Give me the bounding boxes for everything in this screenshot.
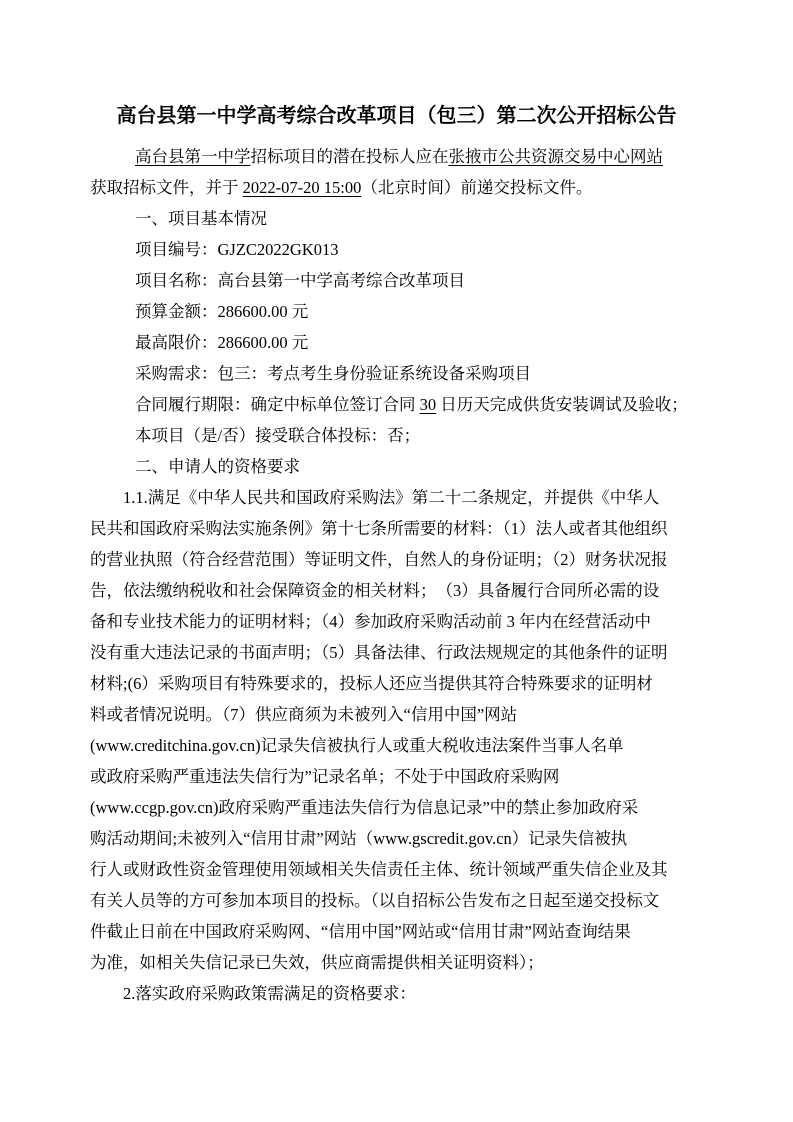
qualification-line (90, 699, 703, 730)
text-segment: 1.1.满足《中华人民共和国政府采购法》第二十二条规定，并提供《中华人 (123, 488, 660, 507)
text-segment: 二、申请人的资格要求 (135, 457, 300, 476)
project-number (90, 234, 703, 265)
budget-amount (90, 296, 703, 327)
qualification-line (90, 606, 703, 637)
qualification-line (90, 792, 703, 823)
qualification-line (90, 916, 703, 947)
document-title: 高台县第一中学高考综合改革项目（包三）第二次公开招标公告 (116, 105, 677, 127)
text-segment: 一、项目基本情况 (135, 209, 267, 228)
text-segment: 预算金额：286600.00 元 (135, 302, 309, 321)
text-segment: 采购需求：包三：考点考生身份验证系统设备采购项目 (135, 364, 531, 383)
text-segment: (www.creditchina.gov.cn)记录失信被执行人或重大税收违法案件当事人名单 (90, 736, 624, 755)
text-segment: 备和专业技术能力的证明材料；（4）参加政府采购活动前 3 年内在经营活动中 (90, 612, 651, 631)
text-segment: 日历天完成供货安装调试及验收； (436, 395, 688, 414)
project-name (90, 265, 703, 296)
text-segment: 民共和国政府采购法实施条例》第十七条所需要的材料：（1）法人或者其他组织 (90, 519, 668, 538)
policy-requirement-heading (90, 978, 703, 1009)
text-segment: 料或者情况说明。（7）供应商须为未被列入“信用中国”网站 (90, 705, 518, 724)
contract-period (90, 389, 703, 420)
underlined-text: 高台县第一中学 (135, 147, 251, 166)
intro-line-2 (90, 172, 703, 203)
qualification-line (90, 482, 703, 513)
section2-heading (90, 451, 703, 482)
qualification-line (90, 854, 703, 885)
text-segment: 项目名称：高台县第一中学高考综合改革项目 (135, 271, 465, 290)
underlined-text: 30 (419, 395, 437, 414)
text-segment: （北京时间）前递交投标文件。 (361, 178, 593, 197)
document-body (90, 141, 703, 1009)
underlined-text: 张掖市公共资源交易中心网站 (448, 147, 663, 166)
text-segment: 项目编号：GJZC2022GK013 (135, 240, 339, 259)
text-segment: 有关人员等的方可参加本项目的投标。（以自招标公告发布之日起至递交投标文 (90, 891, 660, 910)
qualification-line (90, 513, 703, 544)
text-segment: 告，依法缴纳税收和社会保障资金的相关材料； （3）具备履行合同所必需的设 (90, 581, 660, 600)
qualification-line (90, 761, 703, 792)
qualification-line (90, 730, 703, 761)
qualification-line (90, 885, 703, 916)
text-segment: 购活动期间;未被列入“信用甘肃”网站（www.gscredit.gov.cn）记录失信被执 (90, 829, 628, 848)
text-segment: 没有重大违法记录的书面声明；（5）具备法律、行政法规规定的其他条件的证明 (90, 643, 668, 662)
text-segment: 行人或财政性资金管理使用领域相关失信责任主体、统计领域严重失信企业及其 (90, 860, 668, 879)
text-segment: 本项目（是/否）接受联合体投标：否； (135, 426, 421, 445)
section1-heading (90, 203, 703, 234)
qualification-line (90, 637, 703, 668)
qualification-line (90, 947, 703, 978)
text-segment: 合同履行期限：确定中标单位签订合同 (135, 395, 420, 414)
text-segment: 材料;(6）采购项目有特殊要求的，投标人还应当提供其符合特殊要求的证明材 (90, 674, 653, 693)
qualification-line (90, 544, 703, 575)
qualification-line (90, 575, 703, 606)
procurement-requirement (90, 358, 703, 389)
intro-line-1 (90, 141, 703, 172)
underlined-text: 2022-07-20 15:00 (242, 178, 362, 197)
text-segment: 或政府采购严重违法失信行为”记录名单；不处于中国政府采购网 (90, 767, 560, 786)
text-segment: 招标项目的潜在投标人应在 (250, 147, 449, 166)
qualification-line (90, 668, 703, 699)
text-segment: 获取招标文件，并于 (90, 178, 243, 197)
text-segment: 件截止日前在中国政府采购网、“信用中国”网站或“信用甘肃”网站查询结果 (90, 922, 631, 941)
qualification-line (90, 823, 703, 854)
text-segment: 为准，如相关失信记录已失效，供应商需提供相关证明资料）； (90, 953, 544, 972)
consortium-bidding (90, 420, 703, 451)
text-segment: 的营业执照（符合经营范围）等证明文件，自然人的身份证明；（2）财务状况报 (90, 550, 668, 569)
text-segment: 最高限价：286600.00 元 (135, 333, 309, 352)
text-segment: 2.落实政府采购政策需满足的资格要求： (123, 984, 416, 1003)
max-price (90, 327, 703, 358)
text-segment: (www.ccgp.gov.cn)政府采购严重违法失信行为信息记录”中的禁止参加政府采 (90, 798, 639, 817)
